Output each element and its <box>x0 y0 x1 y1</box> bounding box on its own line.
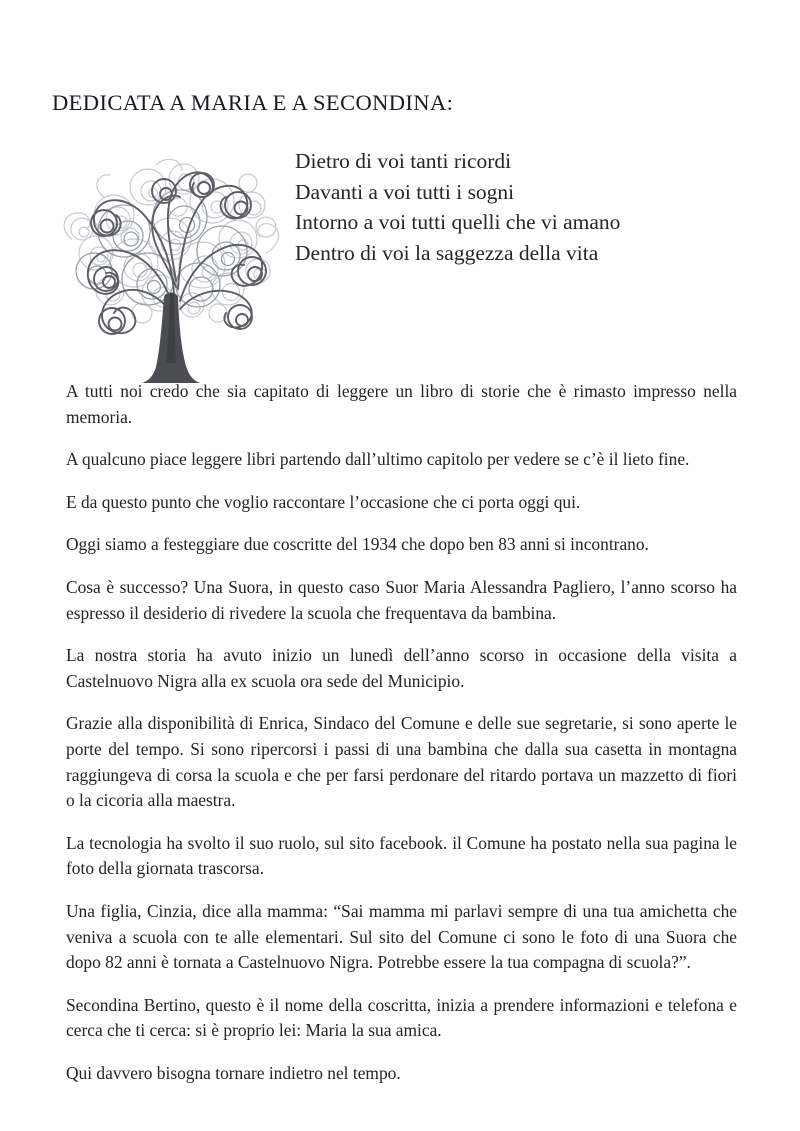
paragraph: La tecnologia ha svolto il suo ruolo, sul sito facebook. il Comune ha postato nella sua pagina le foto della giornata trascorsa. <box>66 832 737 879</box>
body-text <box>66 379 737 1086</box>
poem-block <box>295 146 765 268</box>
paragraph: A qualcuno piace leggere libri partendo dall’ultimo capitolo per vedere se c’è il lieto fine. <box>66 449 690 470</box>
paragraph: Una figlia, Cinzia, dice alla mamma: “Sai mamma mi parlavi sempre di una tua amichetta che veniva a scuola con te alle elementari. Sul sito del Comune ci sono le foto di una Suora che dopo 82 anni è tornata a Castelnuovo Nigra. Potrebbe essere la tua compagna di scuola?”. <box>66 900 737 973</box>
poem-line: Dietro di voi tanti ricordi <box>295 149 512 173</box>
page-title: DEDICATA A MARIA E A SECONDINA: <box>52 90 454 115</box>
paragraph: Secondina Bertino, questo è il nome della coscritta, inizia a prendere informazioni e telefona e cerca che ti cerca: si è proprio lei: Maria la sua amica. <box>66 994 737 1041</box>
poem-line: Intorno a voi tutti quelli che vi amano <box>295 210 621 234</box>
paragraph: Grazie alla disponibilità di Enrica, Sindaco del Comune e delle sue segretarie, si sono aperte le porte del tempo. Si sono ripercorsi i passi di una bambina che dalla sua casetta in montagna raggiungeva di corsa la scuola e che per farsi perdonare del ritardo portava un mazzetto di fiori o la cicoria alla maestra. <box>66 713 737 811</box>
paragraph: A tutti noi credo che sia capitato di leggere un libro di storie che è rimasto impresso nella memoria. <box>66 381 737 427</box>
paragraph: E da questo punto che voglio raccontare l’occasione che ci porta oggi qui. <box>66 491 581 512</box>
poem-line: Davanti a voi tutti i sogni <box>295 179 515 204</box>
paragraph: Cosa è successo? Una Suora, in questo caso Suor Maria Alessandra Pagliero, l’anno scorso ha espresso il desiderio di rivedere la scuola che frequentava da bambina. <box>66 576 737 623</box>
paragraph: Oggi siamo a festeggiare due coscritte del 1934 che dopo ben 83 anni si incontrano. <box>66 534 649 555</box>
swirl-tree-illustration <box>52 143 292 385</box>
paragraph: Qui davvero bisogna tornare indietro nel tempo. <box>66 1062 401 1083</box>
poem-line: Dentro di voi la saggezza della vita <box>295 240 599 265</box>
paragraph: La nostra storia ha avuto inizio un lunedì dell’anno scorso in occasione della visita a Castelnuovo Nigra alla ex scuola ora sede del Municipio. <box>66 645 737 691</box>
